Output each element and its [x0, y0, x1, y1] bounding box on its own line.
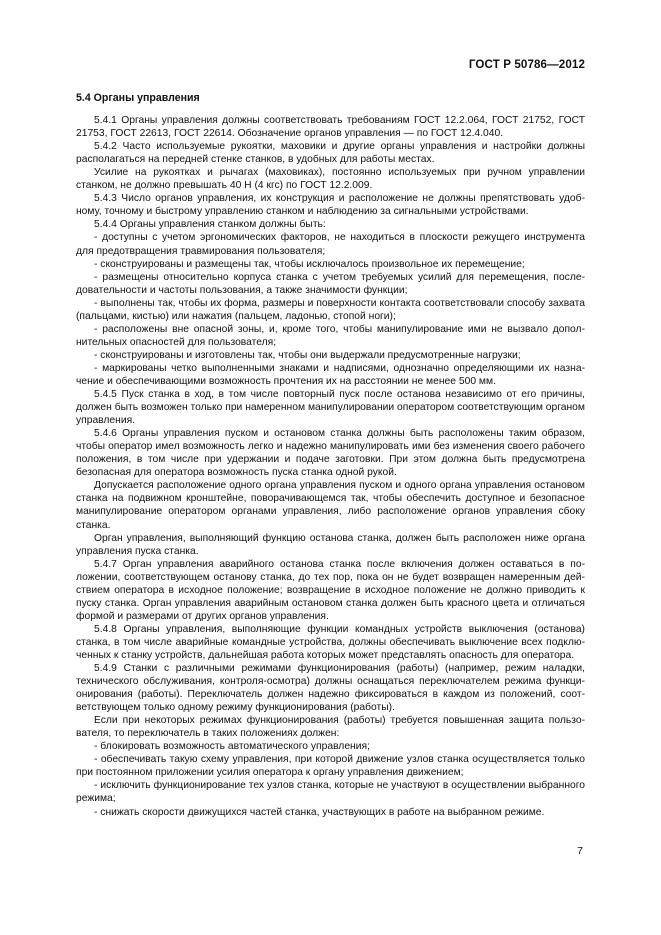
clause-5-4-8: 5.4.8 Органы управления, выполняющие функции командных устройств выключения (останова) станка, в том числе аварийные командные устройства, должны обеспечивать выключение всех подключенных к станку устройств, дальнейшая работа которых может представлять опасность для оператора.: [76, 623, 585, 661]
list-item: - сконструированы и изготовлены так, чтобы они выдержали предусмотренные нагрузки;: [94, 349, 521, 361]
clause-5-4-4: 5.4.4 Органы управления станком должны быть:: [94, 219, 326, 231]
list-item: - обеспечивать такую схему управления, при которой движение узлов станка осуществляется только при постоянном приложении усилия оператора к органу управления движением;: [76, 754, 585, 779]
list-item: - маркированы четко выполненными знаками и надписями, однозначно определяющими их назначение и обеспечивающими возможность прочтения их на расстоянии не менее 500 мм.: [76, 362, 585, 387]
clause-5-4-3: 5.4.3 Число органов управления, их конструкция и расположение не должны препятствовать удобному, точному и быстрому управлению станком и наблюдению за сигнальными устройствами.: [76, 193, 585, 218]
clause-5-4-9: 5.4.9 Станки с различными режимами функционирования (работы) (например, режим наладки, технического обслуживания, контроля-осмотра) должны оснащаться переключателем режима функционирования (работы). Переключатель должен надежно фиксироваться в каждом из положений, соответствующем только одному режиму функционирования (работы).: [76, 663, 585, 714]
clause-5-4-7: 5.4.7 Орган управления аварийного останова станка после включения должен оставаться в положении, соответствующем останову станка, до тех пор, пока он не будет возвращен намеренным действием оператора в исходное положение; возвращение в исходное положение не должно приводить к пуску станка. Орган управления аварийным остановом станка должен быть красного цвета и отличаться формой и размерами от других органов управления.: [76, 558, 585, 622]
clause-5-4-2: 5.4.2 Часто используемые рукоятки, маховики и другие органы управления и настройки должны располагаться на передней стенке станков, в удобных для работы местах.: [76, 141, 585, 166]
section-title: 5.4 Органы управления: [76, 92, 200, 104]
clause-5-4-6-bracket: Допускается расположение одного органа управления пуском и одного органа управления остановом станка на подвижном кронштейне, поворачивающемся так, чтобы обеспечить доступное и безопасное манипулирование оператором органами управления, либо расположение органов управления сбоку станка.: [76, 480, 585, 531]
list-item: - расположены вне опасной зоны, и, кроме того, чтобы манипулирование ими не вызвало дополнительных опасностей для пользователя;: [76, 323, 585, 348]
page-number: 7: [577, 845, 583, 857]
clause-5-4-9-protection: Если при некоторых режимах функционирования (работы) требуется повышенная защита пользователя, то переключатель в таких положениях должен:: [76, 715, 585, 740]
clause-5-4-2-force: Усилие на рукоятках и рычагах (маховиках), постоянно используемых при ручном управлении станком, не должно превышать 40 Н (4 кгс) по ГОСТ 12.2.009.: [76, 167, 585, 192]
list-item: - блокировать возможность автоматического управления;: [94, 741, 370, 753]
page-content: [76, 92, 585, 819]
clause-5-4-6-stop-position: Орган управления, выполняющий функцию останова станка, должен быть расположен ниже органа управления пуска станка.: [76, 532, 585, 557]
list-item: - выполнены так, чтобы их форма, размеры и поверхности контакта соответствовали способу захвата (пальцами, кистью) или нажатия (пальцем, ладонью, стопой ноги);: [76, 297, 585, 322]
list-item: - снижать скорости движущихся частей станка, участвующих в работе на выбранном режиме.: [94, 806, 545, 818]
clause-5-4-6: 5.4.6 Органы управления пуском и остановом станка должны быть расположены таким образом, чтобы оператор имел возможность легко и надежно манипулировать ими без изменения своего рабочего положения, в том числе при удержании и подаче заготовки. При этом должна быть предусмотрена безопасная для оператора возможность пуска станка одной рукой.: [76, 428, 585, 479]
list-item: - доступны с учетом эргономических факторов, не находиться в плоскости режущего инструмента для предотвращения травмирования пользователя;: [76, 232, 585, 257]
list-item: - исключить функционирование тех узлов станка, которые не участвуют в осуществлении выбранного режима;: [76, 780, 585, 805]
clause-5-4-1: 5.4.1 Органы управления должны соответствовать требованиям ГОСТ 12.2.064, ГОСТ 21752, ГОСТ 21753, ГОСТ 22613, ГОСТ 22614. Обозначение органов управления — по ГОСТ 12.4.040.: [76, 115, 585, 140]
standard-designation: ГОСТ Р 50786—2012: [468, 58, 585, 71]
list-item: - размещены относительно корпуса станка с учетом требуемых усилий для перемещения, последовательности и частоты пользования, а также значимости функции;: [76, 271, 585, 296]
clause-5-4-5: 5.4.5 Пуск станка в ход, в том числе повторный пуск после останова независимо от его причины, должен быть возможен только при намеренном манипулировании оператором соответствующим органом управления.: [76, 389, 585, 427]
list-item: - сконструированы и размещены так, чтобы исключалось произвольное их перемещение;: [94, 258, 525, 270]
